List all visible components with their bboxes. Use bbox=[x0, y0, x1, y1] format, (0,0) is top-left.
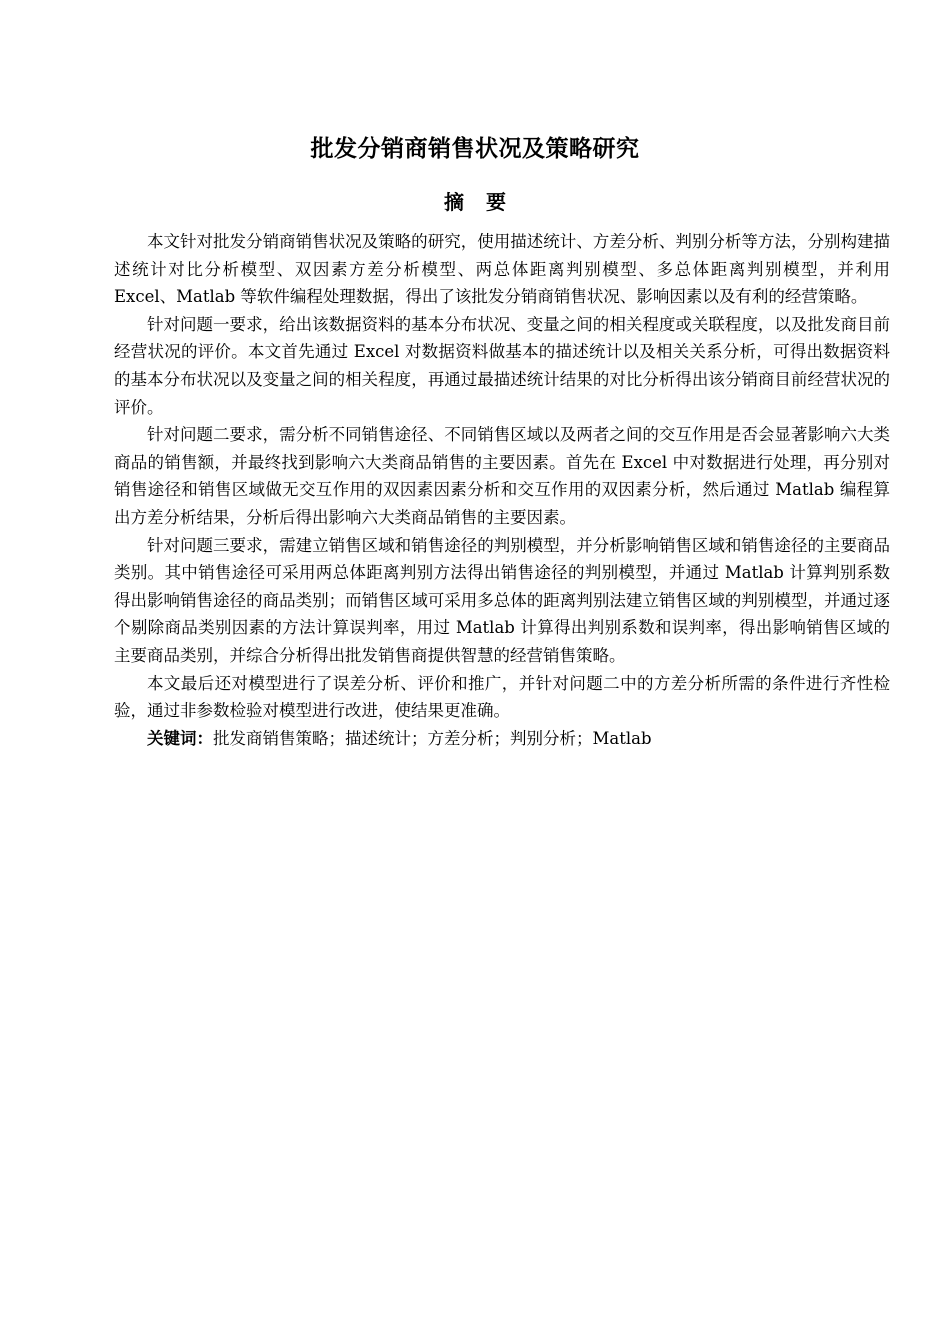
abstract-body bbox=[114, 228, 890, 752]
abstract-paragraph: 本文针对批发分销商销售状况及策略的研究，使用描述统计、方差分析、判别分析等方法，分别构建描述统计对比分析模型、双因素方差分析模型、两总体距离判别模型、多总体距离判别模型，并利用 Excel、Matlab 等软件编程处理数据，得出了该批发分销商销售状况、影响因素以及有利的经营策略。 bbox=[114, 232, 890, 307]
keywords-line bbox=[114, 725, 890, 753]
abstract-heading: 摘要 bbox=[444, 190, 528, 214]
paper-title: 批发分销商销售状况及策略研究 bbox=[310, 136, 640, 162]
abstract-paragraph: 针对问题三要求，需建立销售区域和销售途径的判别模型，并分析影响销售区域和销售途径的主要商品类别。其中销售途径可采用两总体距离判别方法得出销售途径的判别模型，并通过 Matlab 计算判别系数得出影响销售途径的商品类别；而销售区域可采用多总体的距离判别法建立销售区域的判别模型，并通过逐个剔除商品类别因素的方法计算误判率，用过 Matlab 计算得出判别系数和误判率，得出影响销售区域的主要商品类别，并综合分析得出批发销售商提供智慧的经营销售策略。 bbox=[114, 535, 890, 665]
keywords-label: 关键词： bbox=[147, 728, 213, 748]
abstract-paragraph: 针对问题一要求，给出该数据资料的基本分布状况、变量之间的相关程度或关联程度，以及批发商目前经营状况的评价。本文首先通过 Excel 对数据资料做基本的描述统计以及相关关系分析，可得出数据资料的基本分布状况以及变量之间的相关程度，再通过最描述统计结果的对比分析得出该分销商目前经营状况的评价。 bbox=[114, 314, 890, 417]
abstract-paragraph: 本文最后还对模型进行了误差分析、评价和推广，并针对问题二中的方差分析所需的条件进行齐性检验，通过非参数检验对模型进行改进，使结果更准确。 bbox=[114, 673, 890, 721]
abstract-paragraph: 针对问题二要求，需分析不同销售途径、不同销售区域以及两者之间的交互作用是否会显著影响六大类商品的销售额，并最终找到影响六大类商品销售的主要因素。首先在 Excel 中对数据进行处理，再分别对销售途径和销售区域做无交互作用的双因素因素分析和交互作用的双因素分析，然后通过 Matlab 编程算出方差分析结果，分析后得出影响六大类商品销售的主要因素。 bbox=[114, 425, 890, 527]
keywords-text: 批发商销售策略；描述统计；方差分析；判别分析；Matlab bbox=[213, 728, 652, 748]
